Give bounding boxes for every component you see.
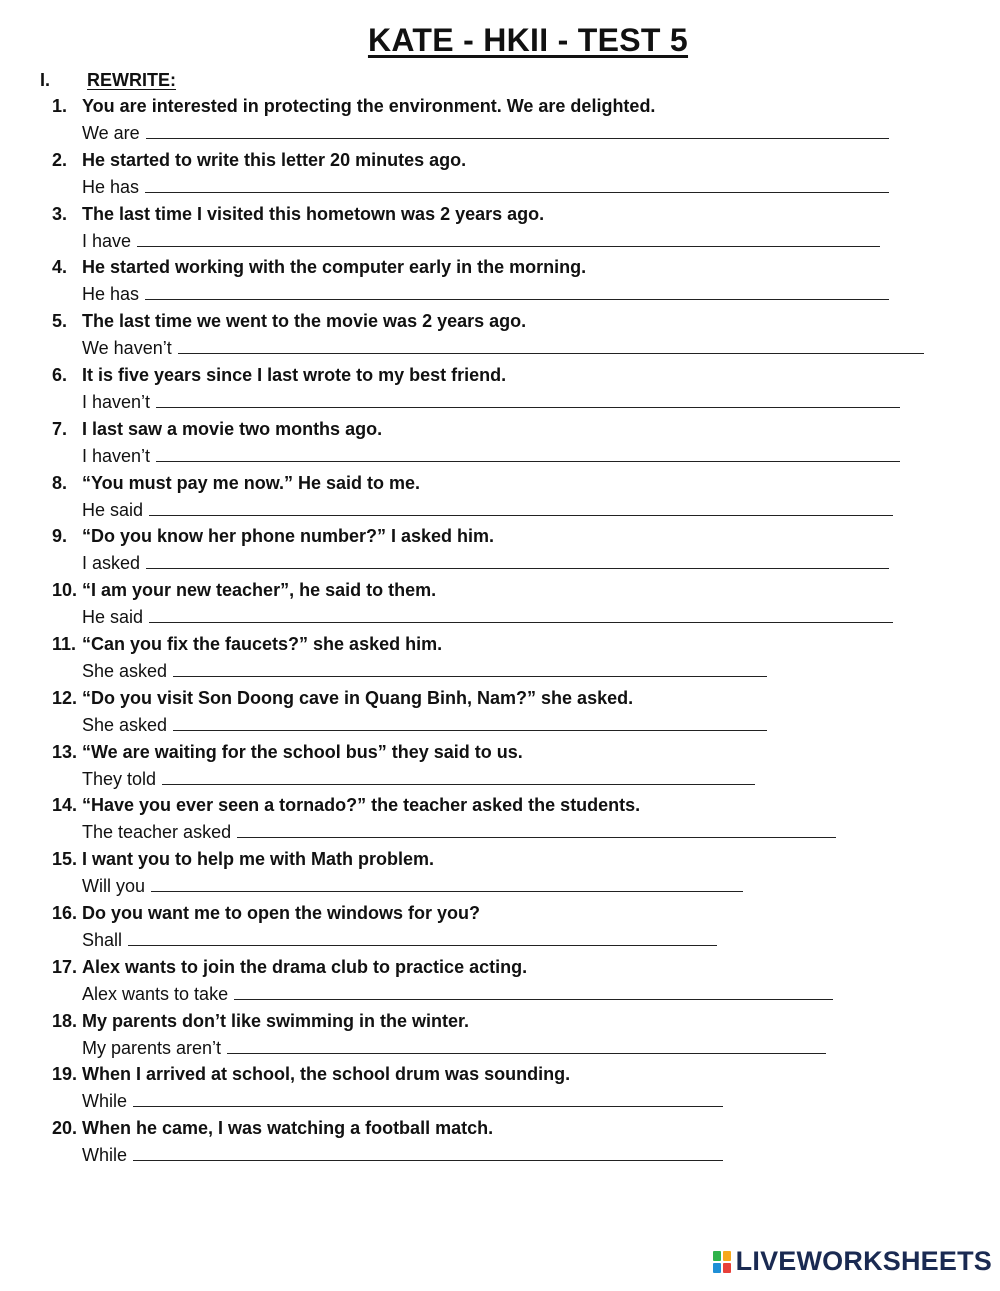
answer-line <box>82 876 743 897</box>
question-line <box>52 419 382 440</box>
question-line <box>52 795 640 816</box>
answer-prompt: Shall <box>82 929 123 950</box>
answer-line <box>82 930 717 951</box>
question-line <box>52 580 436 601</box>
question-item <box>0 900 1000 954</box>
answer-line <box>82 661 767 682</box>
answer-prompt: He said <box>82 607 144 628</box>
question-list <box>0 93 1000 1169</box>
answer-line <box>82 338 924 359</box>
answer-line <box>82 553 889 574</box>
liveworksheets-logo-icon <box>712 1250 732 1274</box>
answer-line <box>82 500 893 521</box>
answer-line <box>82 715 767 736</box>
question-number: 18. <box>52 1010 78 1031</box>
answer-prompt: He has <box>82 176 140 197</box>
question-number: 19. <box>52 1064 78 1085</box>
question-number: 4. <box>52 257 68 278</box>
question-sentence: “We are waiting for the school bus” they said to us. <box>82 741 523 762</box>
question-line <box>52 957 527 978</box>
question-number: 15. <box>52 849 78 870</box>
answer-line <box>82 1038 826 1059</box>
question-item <box>0 739 1000 793</box>
answer-prompt: My parents aren’t <box>82 1037 222 1058</box>
question-line <box>52 204 544 225</box>
answer-blank[interactable] <box>173 715 767 731</box>
brand-name: LIVEWORKSHEETS <box>735 1246 992 1276</box>
answer-blank[interactable] <box>146 123 889 139</box>
answer-prompt: He has <box>82 284 140 305</box>
answer-blank[interactable] <box>162 769 755 785</box>
question-sentence: Do you want me to open the windows for you? <box>82 902 480 923</box>
question-line <box>52 257 586 278</box>
question-sentence: My parents don’t like swimming in the winter. <box>82 1010 470 1031</box>
question-number: 10. <box>52 580 78 601</box>
question-number: 11. <box>52 633 77 654</box>
question-number: 1. <box>52 96 68 116</box>
answer-line <box>82 231 880 252</box>
liveworksheets-brand <box>712 1246 992 1277</box>
question-item <box>0 362 1000 416</box>
answer-blank[interactable] <box>178 338 924 354</box>
answer-blank[interactable] <box>128 930 717 946</box>
answer-line <box>82 392 900 413</box>
answer-blank[interactable] <box>149 500 893 516</box>
answer-blank[interactable] <box>133 1145 723 1161</box>
answer-line <box>82 177 889 198</box>
answer-prompt: While <box>82 1145 128 1166</box>
question-item <box>0 308 1000 362</box>
answer-prompt: She asked <box>82 714 168 735</box>
question-number: 5. <box>52 311 68 332</box>
answer-blank[interactable] <box>137 231 880 247</box>
answer-prompt: They told <box>82 768 157 789</box>
answer-blank[interactable] <box>133 1091 723 1107</box>
question-line <box>52 150 466 171</box>
question-sentence: He started to write this letter 20 minutes ago. <box>82 149 467 170</box>
answer-blank[interactable] <box>237 822 836 838</box>
answer-blank[interactable] <box>145 177 889 193</box>
question-sentence: “You must pay me now.” He said to me. <box>82 472 421 493</box>
question-number: 8. <box>52 472 68 493</box>
question-item <box>0 1008 1000 1062</box>
answer-line <box>82 984 833 1005</box>
answer-blank[interactable] <box>146 553 889 569</box>
answer-blank[interactable] <box>234 984 833 1000</box>
question-item <box>0 1115 1000 1169</box>
question-number: 20. <box>52 1118 78 1139</box>
question-sentence: I want you to help me with Math problem. <box>82 849 435 870</box>
question-sentence: “I am your new teacher”, he said to them. <box>82 580 437 601</box>
answer-line <box>82 446 900 467</box>
question-line <box>52 634 442 655</box>
answer-line <box>82 284 889 305</box>
question-sentence: When I arrived at school, the school drum was sounding. <box>82 1064 571 1085</box>
answer-prompt: While <box>82 1091 128 1112</box>
question-sentence: “Have you ever seen a tornado?” the teacher asked the students. <box>82 795 641 816</box>
answer-line <box>82 1091 723 1112</box>
answer-blank[interactable] <box>156 446 900 462</box>
answer-blank[interactable] <box>145 284 889 300</box>
answer-prompt: We are <box>82 123 140 143</box>
question-item <box>0 147 1000 201</box>
question-line <box>52 96 655 117</box>
answer-prompt: Alex wants to take <box>82 983 229 1004</box>
answer-prompt: I have <box>82 230 132 251</box>
question-number: 16. <box>52 902 78 923</box>
question-item <box>0 577 1000 631</box>
question-item <box>0 1061 1000 1115</box>
question-number: 7. <box>52 418 68 439</box>
question-line <box>52 1064 570 1085</box>
question-line <box>52 849 434 870</box>
answer-prompt: I haven’t <box>82 391 151 412</box>
logo-square-orange <box>723 1251 731 1261</box>
question-item <box>0 846 1000 900</box>
question-number: 14. <box>52 795 78 816</box>
question-sentence: Alex wants to join the drama club to practice acting. <box>82 956 528 977</box>
question-line <box>52 311 526 332</box>
question-line <box>52 1118 493 1139</box>
answer-prompt: He said <box>82 499 144 520</box>
question-line <box>52 473 420 494</box>
question-number: 12. <box>52 687 78 708</box>
answer-blank[interactable] <box>149 607 893 623</box>
question-sentence: He started working with the computer early in the morning. <box>82 257 587 278</box>
question-line <box>52 903 480 924</box>
answer-line <box>82 607 893 628</box>
question-sentence: “Do you visit Son Doong cave in Quang Binh, Nam?” she asked. <box>82 687 634 708</box>
answer-line <box>82 822 836 843</box>
question-item <box>0 631 1000 685</box>
question-line <box>52 1011 469 1032</box>
worksheet-title: KATE - HKII - TEST 5 <box>367 22 689 58</box>
answer-blank[interactable] <box>173 661 767 677</box>
question-sentence: When he came, I was watching a football match. <box>82 1118 494 1139</box>
question-number: 13. <box>52 741 78 762</box>
logo-square-red <box>723 1263 731 1273</box>
answer-blank[interactable] <box>227 1038 826 1054</box>
question-item <box>0 954 1000 1008</box>
question-number: 17. <box>52 956 78 977</box>
question-item <box>0 685 1000 739</box>
question-sentence: It is five years since I last wrote to my best friend. <box>82 364 507 385</box>
answer-blank[interactable] <box>156 392 900 408</box>
answer-prompt: The teacher asked <box>82 822 232 843</box>
question-sentence: You are interested in protecting the environment. We are delighted. <box>82 96 656 116</box>
logo-square-green <box>713 1251 721 1261</box>
question-line <box>52 365 506 386</box>
question-item <box>0 416 1000 470</box>
question-line <box>52 688 633 709</box>
question-number: 2. <box>52 149 68 170</box>
question-sentence: The last time we went to the movie was 2 years ago. <box>82 311 527 332</box>
answer-prompt: I asked <box>82 553 141 574</box>
answer-prompt: I haven’t <box>82 445 151 466</box>
answer-prompt: She asked <box>82 660 168 681</box>
answer-line <box>82 1145 723 1166</box>
question-item <box>0 254 1000 308</box>
question-line <box>52 742 523 763</box>
section-number: I. <box>40 70 51 90</box>
question-item <box>0 470 1000 524</box>
section-title: REWRITE: <box>87 70 177 90</box>
question-number: 9. <box>52 526 68 547</box>
answer-prompt: We haven’t <box>82 338 172 359</box>
question-sentence: “Do you know her phone number?” I asked him. <box>82 526 495 547</box>
logo-square-blue <box>713 1263 721 1273</box>
section-heading <box>40 70 176 91</box>
question-item <box>0 523 1000 577</box>
question-number: 6. <box>52 364 68 385</box>
answer-line <box>82 123 889 144</box>
question-number: 3. <box>52 203 68 224</box>
question-item <box>0 201 1000 255</box>
question-item <box>0 93 1000 147</box>
question-sentence: I last saw a movie two months ago. <box>82 418 383 439</box>
question-sentence: The last time I visited this hometown was 2 years ago. <box>82 203 545 224</box>
answer-prompt: Will you <box>82 876 146 897</box>
answer-line <box>82 769 755 790</box>
answer-blank[interactable] <box>151 876 743 892</box>
question-line <box>52 526 494 547</box>
question-sentence: “Can you fix the faucets?” she asked him. <box>82 633 443 654</box>
question-item <box>0 792 1000 846</box>
